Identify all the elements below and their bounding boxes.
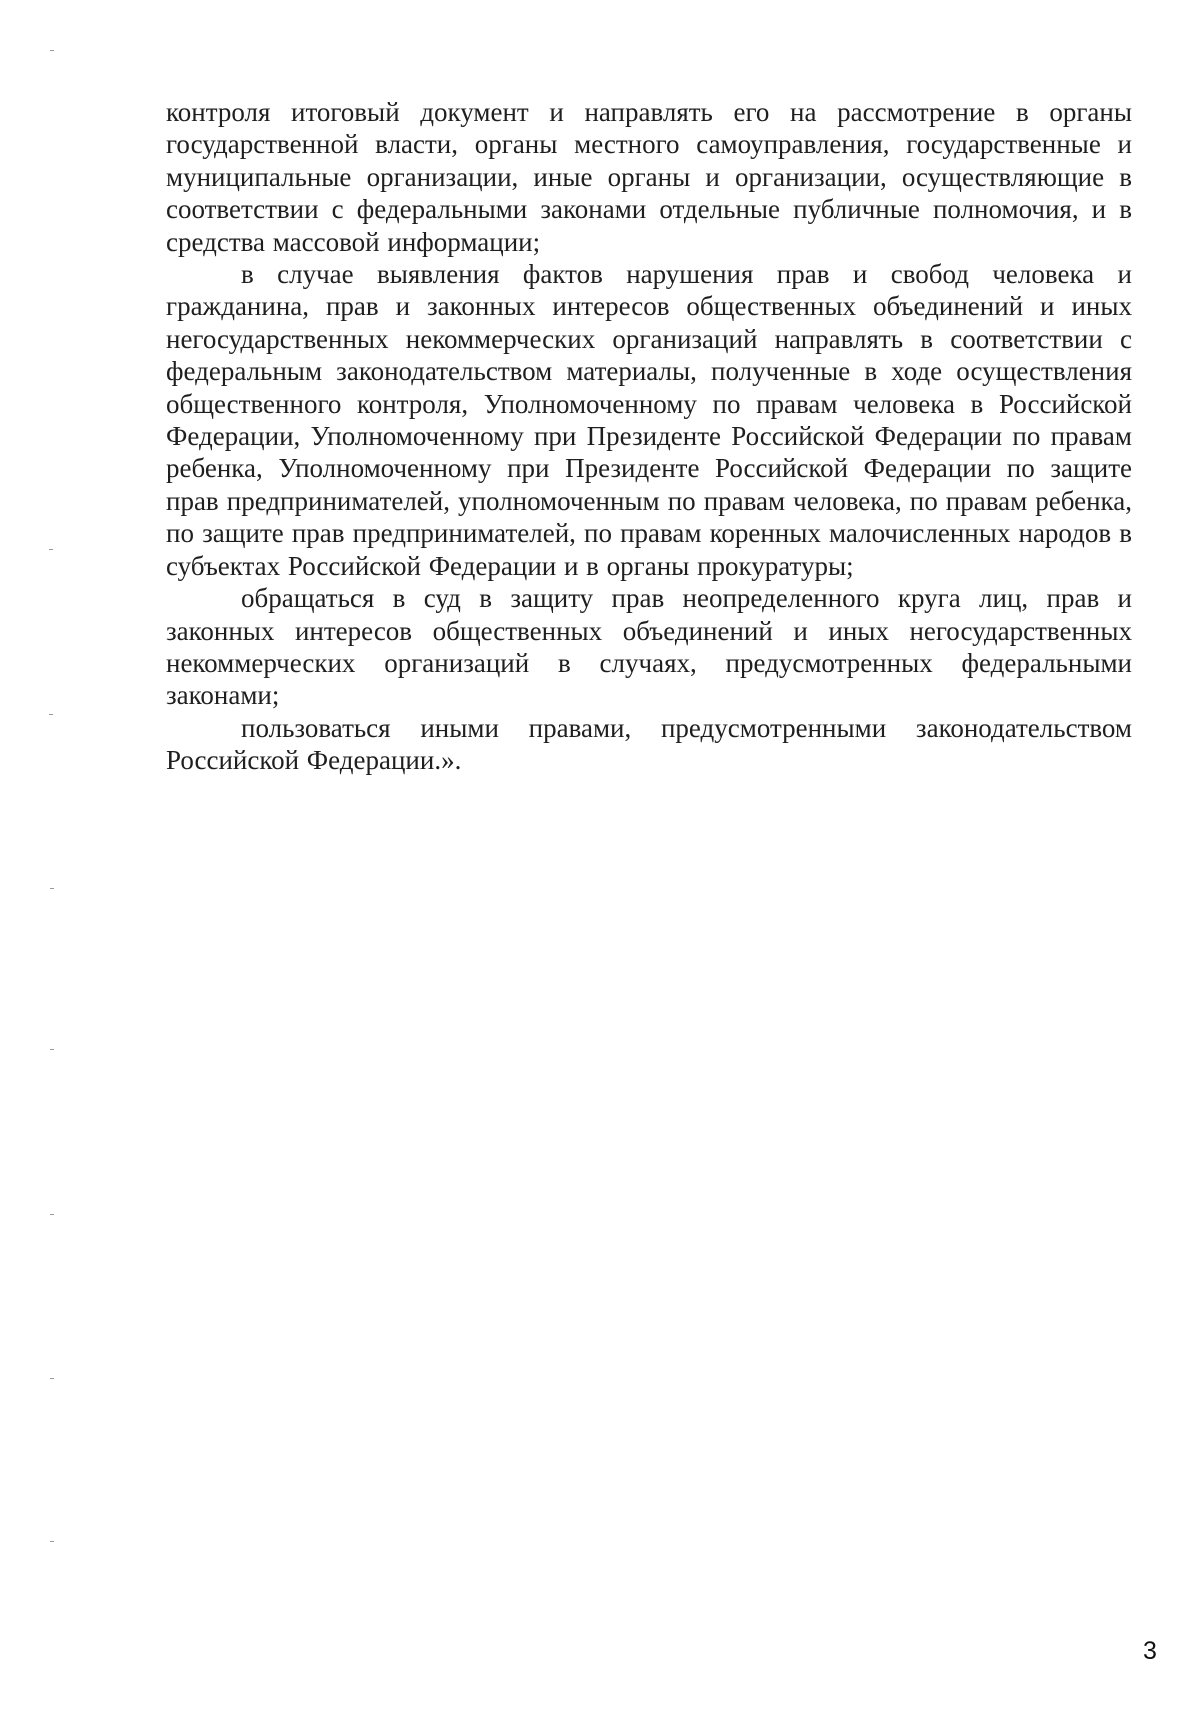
scan-mark — [50, 50, 54, 51]
scan-mark — [49, 549, 53, 550]
paragraph-4: пользоваться иными правами, предусмотренными законодательством Российской Федерации.». — [166, 712, 1132, 776]
scan-mark — [50, 888, 54, 889]
body-text — [166, 96, 1132, 777]
paragraph-2: в случае выявления фактов нарушения прав и свобод человека и гражданина, прав и законных интересов общественных объединений и иных негосударственных некоммерческих организаций направлять в соответствии с федеральным законодательством материалы, полученные в ходе осуществления общественного контроля, Уполномоченному по правам человека в Российской Федерации, Уполномоченному при Президенте Российской Федерации по правам ребенка, Уполномоченному при Президенте Российской Федерации по защите прав предпринимателей, уполномоченным по правам человека, по правам ребенка, по защите прав предпринимателей, по правам коренных малочисленных народов в субъектах Российской Федерации и в органы прокуратуры; — [166, 259, 1132, 581]
paragraph-1: контроля итоговый документ и направлять его на рассмотрение в органы государственной власти, органы местного самоуправления, государственные и муниципальные организации, иные органы и организации, осуществляющие в соответствии с федеральными законами отдельные публичные полномочия, и в средства массовой информации; — [166, 97, 1132, 257]
scan-mark — [50, 1049, 54, 1050]
page-number: 3 — [1143, 1637, 1157, 1665]
scan-mark — [49, 714, 53, 715]
scan-mark — [50, 1214, 54, 1215]
scan-mark — [50, 1541, 54, 1542]
paragraph-3: обращаться в суд в защиту прав неопределенного круга лиц, прав и законных интересов общественных объединений и иных негосударственных некоммерческих организаций в случаях, предусмотренных федеральными законами; — [166, 583, 1132, 711]
scan-mark — [50, 1378, 54, 1379]
